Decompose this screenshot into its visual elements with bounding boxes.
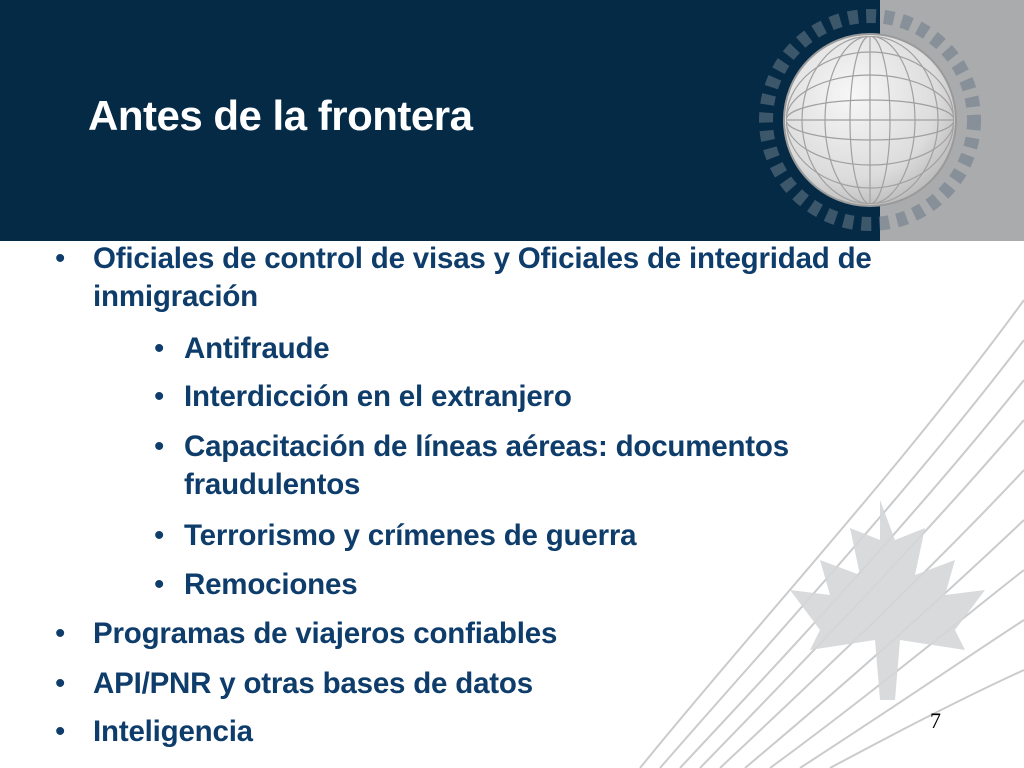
bullet-text: Capacitación de líneas aéreas: documentos fraudulentos [184,430,789,501]
bullet-marker: • [154,430,165,463]
bullet-item [55,240,1013,316]
bullet-item [55,713,913,751]
bullet-item [154,566,924,604]
bullet-text: Interdicción en el extranjero [184,380,572,413]
bullet-marker: • [154,380,165,413]
slide-title: Antes de la frontera [88,92,473,139]
bullet-text: Remociones [184,568,358,601]
bullet-marker: • [55,617,66,650]
bullet-marker: • [154,568,165,601]
bullet-text: Antifraude [184,332,330,365]
bullet-item [154,517,924,555]
bullet-text: API/PNR y otras bases de datos [93,667,533,700]
bullet-marker: • [154,332,165,365]
bullet-text: Terrorismo y crímenes de guerra [184,519,637,552]
bullet-marker: • [55,715,66,748]
bullet-item [154,428,924,504]
bullet-item [154,378,924,416]
page-number: 7 [930,708,941,733]
bullet-item [154,330,924,368]
bullet-item [55,615,993,653]
bullet-text: Programas de viajeros confiables [93,617,558,650]
bullet-marker: • [55,667,66,700]
bullet-item [55,665,993,703]
bullet-marker: • [154,519,165,552]
bullet-text: Oficiales de control de visas y Oficiales de integridad de inmigración [93,242,872,313]
bullet-text: Inteligencia [93,715,253,748]
bullet-marker: • [55,242,66,275]
